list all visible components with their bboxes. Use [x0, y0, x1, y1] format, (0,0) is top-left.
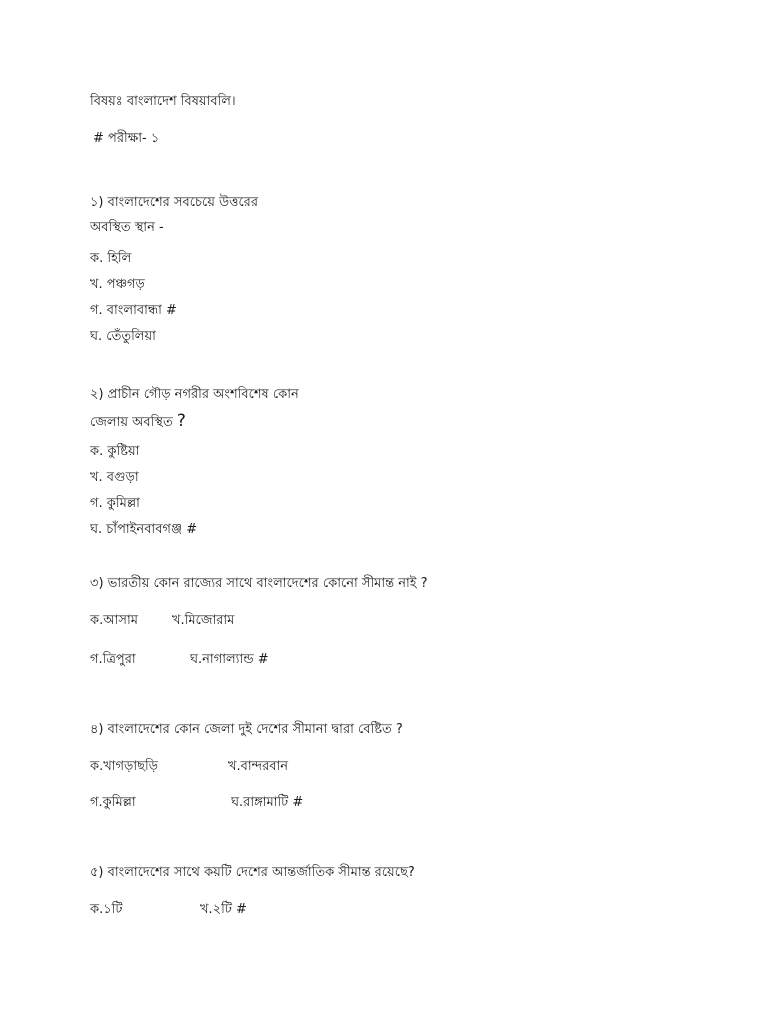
- q4-option-a: ক.খাগড়াছড়ি: [90, 759, 158, 774]
- q3-option-b: খ.মিজোরাম: [172, 613, 235, 628]
- q2-option-b: খ. বগুড়া: [90, 470, 139, 485]
- exam-title: # পরীক্ষা- ১: [93, 131, 160, 146]
- question-1-text: ১) বাংলাদেশের সবচেয়ে উত্তরের: [90, 195, 258, 210]
- question-1-text-cont: অবস্থিত স্থান -: [90, 220, 164, 235]
- question-2-text-cont-words: জেলায় অবস্থিত: [90, 415, 173, 430]
- q3-option-c: গ.ত্রিপুরা: [90, 652, 136, 667]
- subject-heading: বিষয়ঃ বাংলাদেশ বিষয়াবলি।: [90, 94, 236, 109]
- question-2-text-cont: [90, 412, 186, 432]
- question-5-text: ৫) বাংলাদেশের সাথে কয়টি দেশের আন্তর্জাতিক সীমান্ত রয়েছে?: [90, 865, 415, 880]
- question-2-mark: ?: [176, 411, 186, 431]
- q1-option-d: ঘ. তেঁতুলিয়া: [90, 329, 156, 344]
- q3-option-d: ঘ.নাগাল্যান্ড #: [190, 652, 269, 667]
- q3-option-a: ক.আসাম: [90, 613, 138, 628]
- q5-option-a: ক.১টি: [90, 902, 123, 917]
- q1-option-a: ক. হিলি: [90, 251, 132, 266]
- question-2-text: ২) প্রাচীন গৌড় নগরীর অংশবিশেষ কোন: [90, 387, 299, 402]
- q2-option-a: ক. কুষ্টিয়া: [90, 444, 140, 459]
- q2-option-d: ঘ. চাঁপাইনবাবগঞ্জ #: [90, 522, 198, 537]
- q5-option-b: খ.২টি #: [200, 902, 247, 917]
- q2-option-c: গ. কুমিল্লা: [90, 496, 140, 511]
- question-3-text: ৩) ভারতীয় কোন রাজ্যের সাথে বাংলাদেশের কোনো সীমান্ত নাই ?: [90, 576, 428, 591]
- question-4-text: ৪) বাংলাদেশের কোন জেলা দুই দেশের সীমানা দ্বারা বেষ্টিত ?: [90, 722, 403, 737]
- q1-option-c: গ. বাংলাবান্ধা #: [90, 303, 177, 318]
- q4-option-b: খ.বান্দরবান: [228, 759, 289, 774]
- q4-option-d: ঘ.রাঙ্গামাটি #: [231, 795, 304, 810]
- q4-option-c: গ.কুমিল্লা: [90, 795, 136, 810]
- q1-option-b: খ. পঞ্চগড়: [90, 277, 145, 292]
